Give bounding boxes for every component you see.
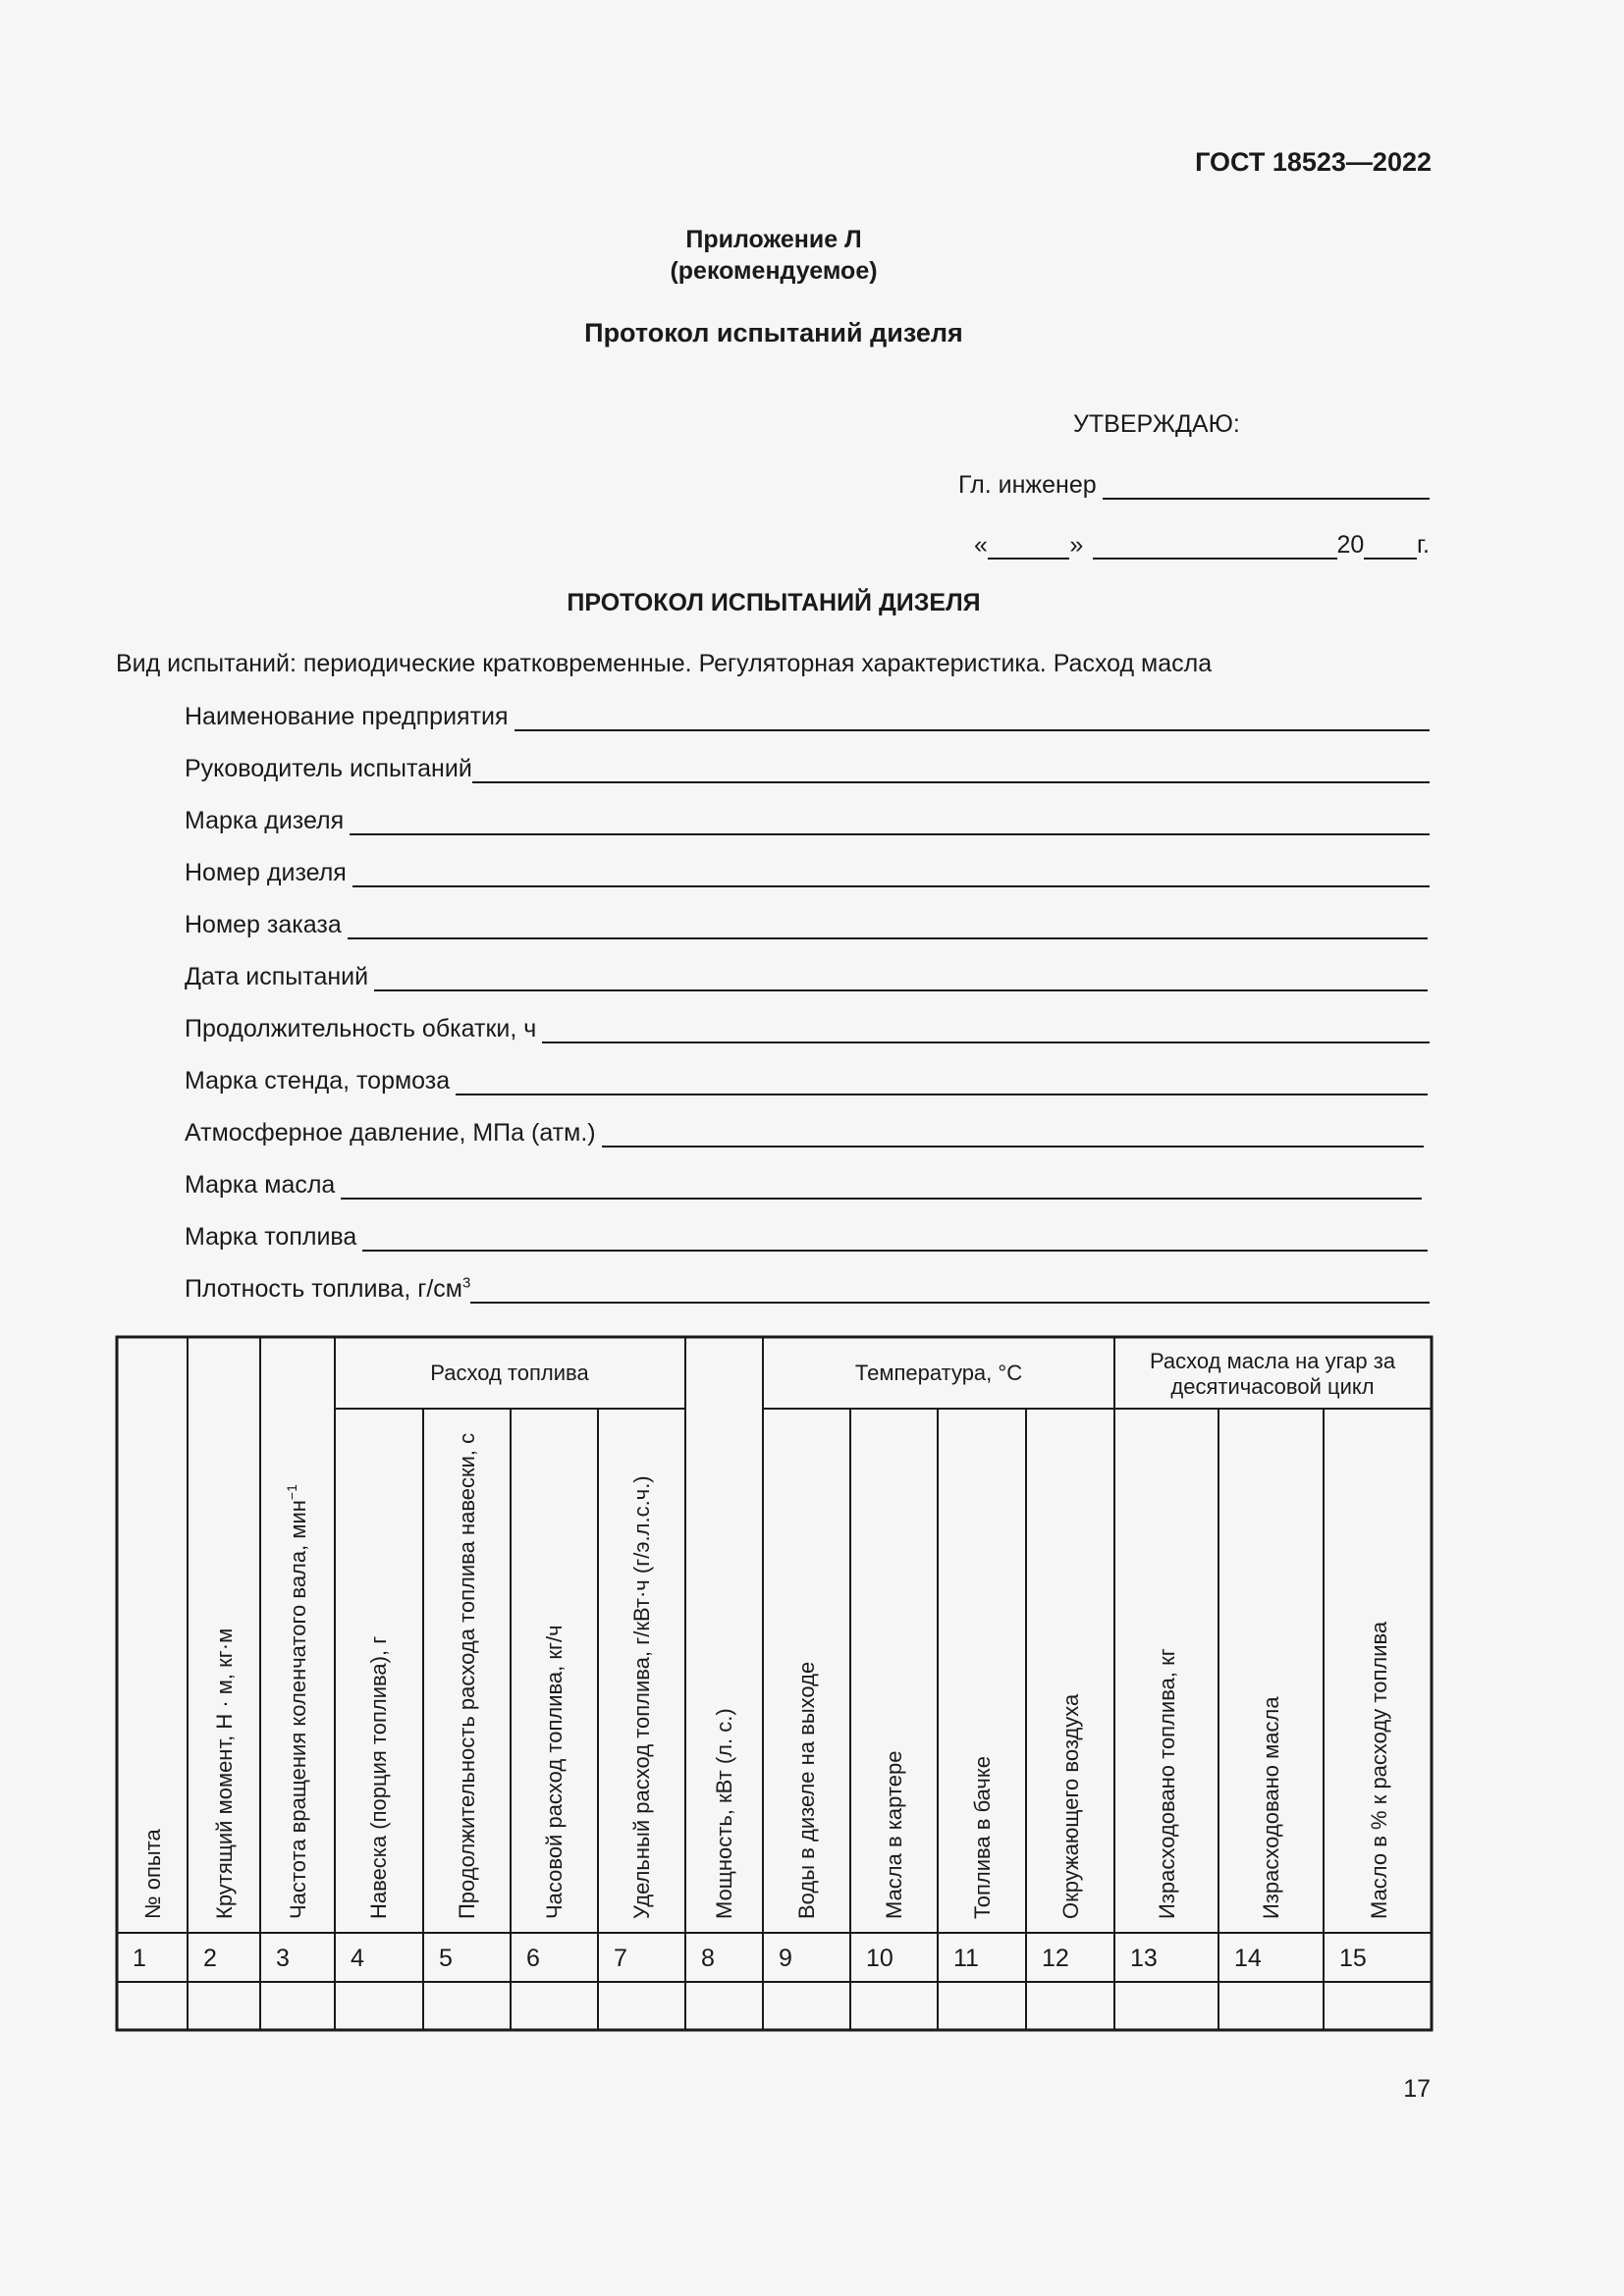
test-type: Вид испытаний: периодические кратковременные. Регуляторная характеристика. Расход масла [116, 650, 1213, 677]
col-num-2: 2 [203, 1945, 217, 1972]
appendix-label: Приложение Л [685, 226, 862, 253]
year-prefix: 20 [1336, 531, 1365, 559]
col-header-1: № опыта [140, 1829, 165, 1919]
field-label: Марка масла [185, 1171, 336, 1199]
col-num-12: 12 [1042, 1945, 1069, 1972]
col-header-12: Окружающего воздуха [1058, 1693, 1083, 1919]
col-num-3: 3 [276, 1945, 290, 1972]
col-header-3: Частота вращения коленчатого вала, мин$^{-1}$ [284, 1484, 310, 1919]
field-label: Руководитель испытаний [185, 755, 472, 782]
col-num-8: 8 [701, 1945, 715, 1972]
col-header-9: Воды в дизеле на выходе [794, 1661, 819, 1919]
field-label: Марка топлива [185, 1223, 357, 1251]
standard-number: ГОСТ 18523—2022 [1195, 147, 1432, 177]
col-header-11: Топлива в бачке [970, 1756, 995, 1919]
group-oil-consumption-line1: Расход масла на угар за [1149, 1349, 1396, 1373]
col-header-5: Продолжительность расхода топлива навески, с [455, 1432, 479, 1919]
col-num-5: 5 [439, 1945, 453, 1972]
quote-open: « [974, 531, 988, 559]
col-header-14: Израсходовано масла [1259, 1696, 1283, 1919]
group-fuel-consumption: Расход топлива [430, 1361, 589, 1385]
col-header-13: Израсходовано топлива, кг [1155, 1648, 1179, 1919]
col-num-6: 6 [526, 1945, 540, 1972]
appendix-type: (рекомендуемое) [670, 257, 878, 285]
approve-label: УТВЕРЖДАЮ: [1073, 410, 1240, 438]
table-grid [117, 1337, 1432, 2030]
field-label: Продолжительность обкатки, ч [185, 1015, 537, 1042]
col-num-1: 1 [133, 1945, 146, 1972]
col-num-11: 11 [953, 1945, 979, 1972]
col-header-7: Удельный расход топлива, г/кВт·ч (г/э.л.с.ч.) [629, 1475, 654, 1919]
col-num-10: 10 [866, 1945, 893, 1972]
engineer-label: Гл. инженер [958, 471, 1097, 499]
col-num-14: 14 [1234, 1945, 1262, 1972]
col-num-13: 13 [1130, 1945, 1158, 1972]
group-oil-consumption-line2: десятичасовой цикл [1170, 1374, 1375, 1399]
field-label: Дата испытаний [185, 963, 369, 990]
col-header-6: Часовой расход топлива, кг/ч [542, 1625, 567, 1919]
col-header-8: Мощность, кВт (л. с.) [712, 1708, 736, 1919]
col-header-10: Масла в картере [882, 1750, 906, 1919]
field-label: Наименование предприятия [185, 703, 509, 730]
col-header-15: Масло в % к расходу топлива [1367, 1621, 1391, 1919]
col-header-2: Крутящий момент, Н · м, кг·м [212, 1628, 237, 1919]
col-num-9: 9 [779, 1945, 792, 1972]
field-label: Номер дизеля [185, 859, 347, 886]
field-label: Номер заказа [185, 911, 342, 938]
group-temperature: Температура, °С [854, 1361, 1023, 1385]
field-label: Марка дизеля [185, 807, 345, 834]
protocol-title: ПРОТОКОЛ ИСПЫТАНИЙ ДИЗЕЛЯ [567, 589, 981, 616]
year-suffix: г. [1416, 531, 1430, 559]
field-label: Плотность топлива, $г/см^3$ [185, 1274, 471, 1303]
field-label: Атмосферное давление, МПа (атм.) [185, 1119, 596, 1147]
col-num-7: 7 [614, 1945, 627, 1972]
page-number: 17 [1403, 2075, 1431, 2103]
col-num-4: 4 [351, 1945, 364, 1972]
col-num-15: 15 [1339, 1945, 1367, 1972]
document-title: Протокол испытаний дизеля [584, 318, 963, 347]
superscript: 3 [461, 1274, 471, 1292]
quote-close: » [1069, 531, 1084, 559]
col-header-4: Навеска (порция топлива), г [366, 1635, 391, 1919]
table-border [117, 1337, 1432, 2030]
field-label: Марка стенда, тормоза [185, 1067, 451, 1095]
